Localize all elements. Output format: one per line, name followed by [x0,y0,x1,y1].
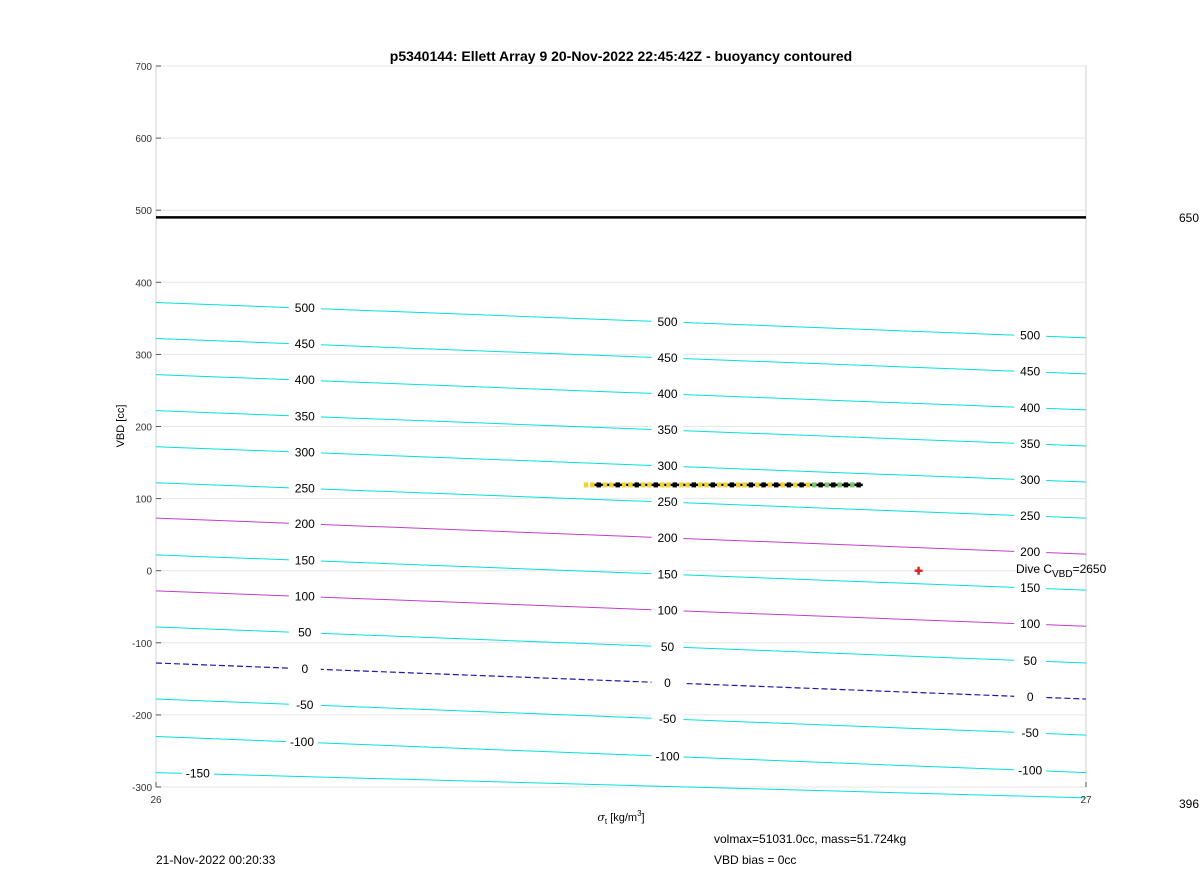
observation-point [774,482,778,487]
observation-point [736,482,740,487]
x-axis-label-close: ] [641,812,645,824]
contour-label: 250 [1020,508,1041,523]
observation-point [793,482,797,487]
x-axis-label-symbol: σ [597,811,605,824]
observation-point [654,482,658,487]
observation-point [780,482,784,487]
footer-timestamp: 21-Nov-2022 00:20:33 [156,853,276,867]
observation-point [717,482,721,487]
observation-point [647,482,651,487]
observation-point [679,482,683,487]
dive-c-vbd-prefix: Dive C [1016,562,1053,576]
contour-label: 0 [664,675,671,690]
observation-point [742,482,746,487]
y-tick-label: 500 [135,206,152,218]
contour-label: 500 [1020,328,1041,343]
contour-label: 350 [294,409,315,424]
contour-label: 150 [294,553,315,568]
y-tick-label: 200 [135,422,152,434]
observation-point [768,482,772,487]
observation-point [723,482,727,487]
contour-label: 150 [657,567,678,582]
observation-point [812,482,816,487]
y-tick-label: -200 [131,710,152,722]
observation-point [704,482,708,487]
observation-point [590,482,594,487]
contour-label: 50 [660,639,675,654]
observation-point [660,482,664,487]
observation-point [755,482,759,487]
observation-point [856,482,860,487]
observation-point [749,482,753,487]
y-axis-label: VBD [cc] [115,404,127,448]
contour-label: 0 [301,661,309,676]
contour-label: 50 [1023,653,1037,668]
contour-label: -100 [655,749,680,764]
observation-point [850,482,854,487]
observation-point [799,482,803,487]
observation-point [666,482,670,487]
contour-label: 300 [294,445,315,460]
contour-label: 150 [1020,581,1041,596]
observation-point [641,482,645,487]
y-tick-label: 100 [135,494,152,506]
contour-label: 200 [294,516,315,531]
x-tick-label: 26 [150,795,162,806]
observation-point [698,482,702,487]
contour-label: 300 [1020,472,1041,487]
contour-label: 400 [1020,400,1041,415]
vbd-max-right-label: 650 [1178,211,1199,225]
contour-label: 450 [1020,364,1041,379]
contour-label: -100 [289,735,315,750]
contour-label: 400 [657,387,678,402]
observation-point [596,482,600,487]
observation-point [730,482,734,487]
observation-point [831,482,835,487]
footer-vbd-bias: VBD bias = 0cc [714,853,797,867]
y-tick-label: 300 [135,350,152,362]
observation-point [609,482,613,487]
observation-point [628,482,632,487]
contour-label: 350 [657,423,678,438]
observation-point [711,482,715,487]
observation-point [692,482,696,487]
x-axis-label-subscript: t [604,817,608,826]
contour-label: 100 [1020,617,1041,632]
y-tick-label: 0 [146,566,152,578]
contour-label: -100 [1018,763,1043,778]
contour-label: 200 [657,530,678,545]
observation-point [685,482,689,487]
contour-label: 500 [657,314,678,329]
contour-label: -50 [658,711,677,726]
x-tick-label: 27 [1080,795,1092,806]
observation-point [616,482,620,487]
x-axis-label [597,809,644,826]
contour-label: 50 [298,625,312,640]
x-axis-label-superscript: 3 [637,809,642,818]
contour-label: 300 [657,459,678,474]
observation-point [787,482,791,487]
bottom-right-label: 396 [1178,797,1199,811]
dive-c-vbd-value: =2650 [1072,562,1107,576]
footer-volmax-mass: volmax=51031.0cc, mass=51.724kg [714,832,907,846]
y-tick-label: 400 [135,278,152,290]
observation-point [761,482,765,487]
observation-point [837,482,841,487]
contour-label: 500 [294,301,315,316]
y-tick-label: 600 [135,134,152,146]
contour-label: -50 [1021,725,1039,740]
contour-label: 200 [1020,544,1041,559]
observation-point [673,482,677,487]
observation-point [818,482,822,487]
observation-point [622,482,626,487]
y-tick-label: -100 [131,638,152,650]
observation-point [603,482,607,487]
contour-label: 450 [294,337,315,352]
contour-label: -50 [296,697,314,712]
y-tick-label: 700 [135,62,152,73]
contour-label: 250 [657,495,678,510]
contour-label: 100 [657,603,678,618]
observation-point [584,482,588,487]
observation-point [635,482,639,487]
contour-label: 450 [657,350,678,365]
dive-c-vbd-subscript: VBD [1052,569,1073,580]
contour-label: 100 [294,589,315,604]
contour-label: 0 [1026,689,1034,704]
contour-label: 250 [294,481,315,496]
observation-point [825,482,829,487]
y-tick-label: -300 [131,783,152,794]
contour-label: -150 [185,766,210,781]
contour-label: 400 [294,373,315,388]
observation-point [806,482,810,487]
x-axis-label-unit: [kg/m [607,812,638,824]
chart-title: p5340144: Ellett Array 9 20-Nov-2022 22:45:42Z - buoyancy contoured [389,48,853,64]
observation-point [844,482,848,487]
contour-label: 350 [1020,436,1041,451]
